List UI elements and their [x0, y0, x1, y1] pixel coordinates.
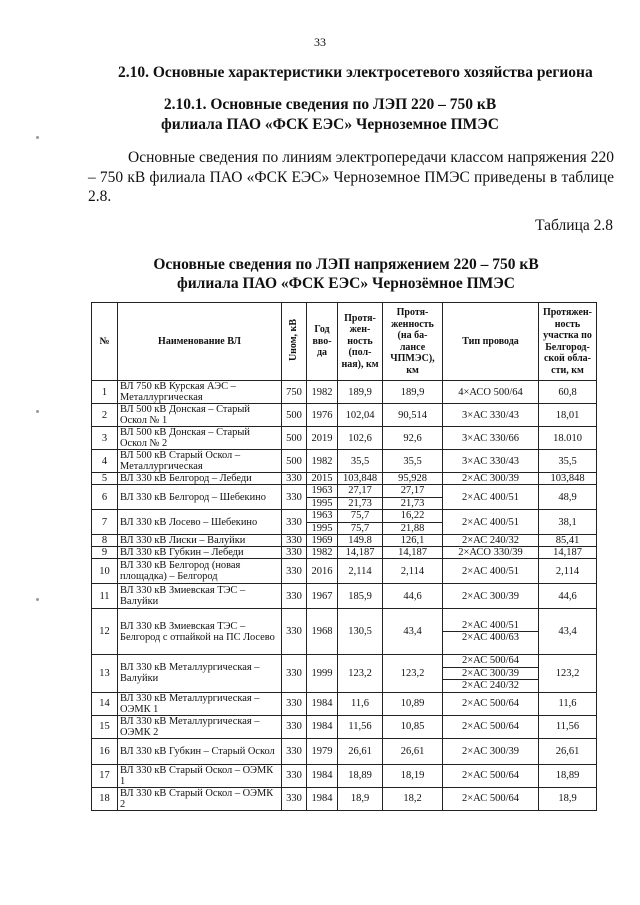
cell-year: 1984 — [307, 787, 338, 810]
table-title — [0, 255, 640, 293]
cell-belgorod: 11,56 — [539, 715, 597, 738]
cell-balance-part: 21,73 — [383, 497, 442, 510]
cell-balance: 10,89 — [383, 692, 443, 715]
cell-name: ВЛ 330 кВ Змиевская ТЭС – Белгород с отпайкой на ПС Лосево — [118, 609, 282, 655]
cell-belgorod: 123,2 — [539, 655, 597, 693]
section-heading: 2.10. Основные характеристики электросетевого хозяйства региона — [118, 64, 593, 81]
cell-wire-stack — [443, 620, 538, 644]
cell-length: 149.8 — [338, 535, 383, 547]
cell-name: ВЛ 330 кВ Лосево – Шебекино — [118, 510, 282, 535]
cell-name: ВЛ 330 кВ Старый Оскол – ОЭМК 2 — [118, 787, 282, 810]
cell-name: ВЛ 500 кВ Донская – Старый Оскол № 1 — [118, 404, 282, 427]
cell-length: 18,9 — [338, 787, 383, 810]
cell-no: 14 — [92, 692, 118, 715]
cell-length: 103,848 — [338, 473, 383, 485]
table-row — [92, 381, 597, 404]
cell-name: ВЛ 750 кВ Курская АЭС – Металлургическая — [118, 381, 282, 404]
cell-voltage: 330 — [282, 609, 307, 655]
cell-wire: 2×АС 300/39 — [443, 738, 539, 764]
cell-voltage: 750 — [282, 381, 307, 404]
cell-balance-stack — [383, 510, 442, 534]
cell-wire: 2×АС 300/39 — [443, 473, 539, 485]
power-lines-table — [91, 302, 597, 811]
cell-no: 9 — [92, 547, 118, 559]
cell-wire: 2×АС 400/51 — [443, 485, 539, 510]
cell-name: ВЛ 500 кВ Донская – Старый Оскол № 2 — [118, 427, 282, 450]
cell-length — [338, 485, 383, 510]
cell-belgorod: 38,1 — [539, 510, 597, 535]
cell-wire: 3×АС 330/66 — [443, 427, 539, 450]
header-length: Протя-жен-ность (пол-ная), км — [338, 303, 383, 381]
cell-wire-part: 2×АС 400/51 — [461, 619, 520, 631]
cell-no: 12 — [92, 609, 118, 655]
table-row — [92, 404, 597, 427]
table-row — [92, 450, 597, 473]
cell-balance: 14,187 — [383, 547, 443, 559]
cell-length: 123,2 — [338, 655, 383, 693]
cell-wire-part: 2×АС 300/39 — [443, 667, 538, 680]
header-wire: Тип провода — [443, 303, 539, 381]
cell-year: 1984 — [307, 692, 338, 715]
cell-year-part: 1963 — [311, 510, 333, 521]
cell-voltage: 330 — [282, 764, 307, 787]
cell-balance: 123,2 — [383, 655, 443, 693]
cell-balance: 2,114 — [383, 559, 443, 584]
cell-voltage: 330 — [282, 787, 307, 810]
header-voltage-text: Uном, кВ — [288, 318, 300, 361]
cell-length — [338, 510, 383, 535]
cell-length-part: 75,7 — [350, 510, 370, 521]
cell-year: 1999 — [307, 655, 338, 693]
cell-wire — [443, 609, 539, 655]
table-title-line-1: Основные сведения по ЛЭП напряжением 220 – 750 кВ — [153, 256, 539, 273]
cell-wire: 2×АС 400/51 — [443, 559, 539, 584]
cell-voltage: 330 — [282, 559, 307, 584]
cell-name: ВЛ 330 кВ Белгород – Лебеди — [118, 473, 282, 485]
header-no: № — [92, 303, 118, 381]
cell-belgorod: 44,6 — [539, 584, 597, 609]
cell-no: 7 — [92, 510, 118, 535]
cell-belgorod: 35,5 — [539, 450, 597, 473]
cell-year: 1982 — [307, 450, 338, 473]
cell-length: 189,9 — [338, 381, 383, 404]
cell-wire-stack — [443, 655, 538, 692]
cell-balance: 90,514 — [383, 404, 443, 427]
cell-no: 15 — [92, 715, 118, 738]
table-label: Таблица 2.8 — [535, 217, 613, 234]
cell-balance: 26,61 — [383, 738, 443, 764]
cell-belgorod: 18,01 — [539, 404, 597, 427]
cell-no: 2 — [92, 404, 118, 427]
cell-wire: 2×АС 300/39 — [443, 584, 539, 609]
table-row — [92, 473, 597, 485]
cell-length: 102,04 — [338, 404, 383, 427]
cell-voltage: 330 — [282, 715, 307, 738]
subsection-heading — [0, 95, 640, 135]
cell-year-part: 1995 — [307, 497, 337, 510]
cell-belgorod: 103,848 — [539, 473, 597, 485]
cell-year: 2019 — [307, 427, 338, 450]
cell-name: ВЛ 330 кВ Белгород – Шебекино — [118, 485, 282, 510]
cell-length: 35,5 — [338, 450, 383, 473]
cell-wire — [443, 655, 539, 693]
cell-balance: 92,6 — [383, 427, 443, 450]
table-row — [92, 655, 597, 693]
cell-belgorod: 2,114 — [539, 559, 597, 584]
cell-year-stack — [307, 485, 337, 509]
cell-length: 102,6 — [338, 427, 383, 450]
cell-no: 11 — [92, 584, 118, 609]
cell-length: 130,5 — [338, 609, 383, 655]
cell-belgorod: 18,89 — [539, 764, 597, 787]
cell-balance: 44,6 — [383, 584, 443, 609]
cell-wire: 2×АСО 330/39 — [443, 547, 539, 559]
scan-speck — [36, 136, 39, 139]
cell-length: 14,187 — [338, 547, 383, 559]
cell-wire: 2×АС 400/51 — [443, 510, 539, 535]
table-row — [92, 584, 597, 609]
cell-length-part: 27,17 — [348, 485, 372, 496]
cell-year: 1968 — [307, 609, 338, 655]
subsection-heading-line-2: филиала ПАО «ФСК ЕЭС» Черноземное ПМЭС — [161, 116, 499, 133]
cell-balance: 10,85 — [383, 715, 443, 738]
cell-name: ВЛ 330 кВ Металлургическая – ОЭМК 1 — [118, 692, 282, 715]
cell-voltage: 500 — [282, 427, 307, 450]
table-row — [92, 787, 597, 810]
table-row — [92, 738, 597, 764]
cell-belgorod: 11,6 — [539, 692, 597, 715]
cell-wire: 2×АС 240/32 — [443, 535, 539, 547]
cell-year: 1984 — [307, 715, 338, 738]
cell-length: 11,6 — [338, 692, 383, 715]
header-voltage — [282, 303, 307, 381]
header-balance: Протя-женность (на ба-лансе ЧПМЭС), км — [383, 303, 443, 381]
cell-year: 1982 — [307, 381, 338, 404]
cell-wire: 2×АС 500/64 — [443, 764, 539, 787]
cell-wire: 2×АС 500/64 — [443, 692, 539, 715]
table-row — [92, 535, 597, 547]
header-year: Год вво-да — [307, 303, 338, 381]
cell-wire-part: 2×АС 400/63 — [443, 631, 538, 644]
cell-name: ВЛ 330 кВ Губкин – Лебеди — [118, 547, 282, 559]
cell-wire-part: 2×АС 500/64 — [461, 655, 520, 666]
header-belgorod: Протяжен-ность участка по Белгород-ской обла-сти, км — [539, 303, 597, 381]
cell-no: 3 — [92, 427, 118, 450]
cell-wire: 3×АС 330/43 — [443, 450, 539, 473]
cell-voltage: 500 — [282, 404, 307, 427]
cell-length: 11,56 — [338, 715, 383, 738]
cell-voltage: 330 — [282, 473, 307, 485]
cell-length: 26,61 — [338, 738, 383, 764]
cell-balance: 18,19 — [383, 764, 443, 787]
header-name: Наименование ВЛ — [118, 303, 282, 381]
cell-year: 1982 — [307, 547, 338, 559]
table-row — [92, 764, 597, 787]
cell-balance: 43,4 — [383, 609, 443, 655]
cell-no: 17 — [92, 764, 118, 787]
cell-name: ВЛ 500 кВ Старый Оскол – Металлургическая — [118, 450, 282, 473]
cell-balance-part: 21,88 — [383, 522, 442, 535]
cell-balance: 35,5 — [383, 450, 443, 473]
cell-voltage: 330 — [282, 584, 307, 609]
cell-belgorod: 18.010 — [539, 427, 597, 450]
cell-voltage: 500 — [282, 450, 307, 473]
cell-balance: 126,1 — [383, 535, 443, 547]
cell-name: ВЛ 330 кВ Губкин – Старый Оскол — [118, 738, 282, 764]
table-row — [92, 559, 597, 584]
cell-balance: 95,928 — [383, 473, 443, 485]
cell-voltage: 330 — [282, 535, 307, 547]
cell-year: 1979 — [307, 738, 338, 764]
cell-no: 4 — [92, 450, 118, 473]
cell-no: 13 — [92, 655, 118, 693]
cell-balance-part: 27,17 — [400, 485, 425, 496]
cell-year-stack — [307, 510, 337, 534]
cell-name: ВЛ 330 кВ Белгород (новая площадка) – Белгород — [118, 559, 282, 584]
table-row — [92, 427, 597, 450]
cell-wire: 4×АСО 500/64 — [443, 381, 539, 404]
cell-name: ВЛ 330 кВ Старый Оскол – ОЭМК 1 — [118, 764, 282, 787]
cell-year: 2016 — [307, 559, 338, 584]
cell-voltage: 330 — [282, 547, 307, 559]
cell-no: 8 — [92, 535, 118, 547]
table-row — [92, 692, 597, 715]
cell-year — [307, 485, 338, 510]
cell-year — [307, 510, 338, 535]
cell-year: 1976 — [307, 404, 338, 427]
cell-no: 5 — [92, 473, 118, 485]
cell-no: 18 — [92, 787, 118, 810]
cell-year-part: 1995 — [307, 522, 337, 535]
cell-length-stack — [338, 510, 382, 534]
cell-belgorod: 26,61 — [539, 738, 597, 764]
cell-belgorod: 18,9 — [539, 787, 597, 810]
cell-year-part: 1963 — [311, 485, 333, 496]
cell-name: ВЛ 330 кВ Металлургическая – ОЭМК 2 — [118, 715, 282, 738]
cell-balance — [383, 485, 443, 510]
subsection-heading-line-1: 2.10.1. Основные сведения по ЛЭП 220 – 750 кВ — [163, 96, 497, 113]
cell-balance-stack — [383, 485, 442, 509]
cell-balance: 18,2 — [383, 787, 443, 810]
cell-wire: 3×АС 330/43 — [443, 404, 539, 427]
cell-balance: 189,9 — [383, 381, 443, 404]
cell-name: ВЛ 330 кВ Металлургическая – Валуйки — [118, 655, 282, 693]
cell-belgorod: 60,8 — [539, 381, 597, 404]
cell-length-part: 21,73 — [338, 497, 382, 510]
cell-name: ВЛ 330 кВ Змиевская ТЭС – Валуйки — [118, 584, 282, 609]
table-row — [92, 715, 597, 738]
table-header-row — [92, 303, 597, 381]
cell-length: 185,9 — [338, 584, 383, 609]
body-paragraph: Основные сведения по линиям электропередачи классом напряжения 220 – 750 кВ филиала ПАО «ФСК ЕЭС» Черноземное ПМЭС приведены в таблице 2.8. — [88, 149, 614, 205]
cell-wire: 2×АС 500/64 — [443, 715, 539, 738]
table-row — [92, 485, 597, 510]
cell-balance — [383, 510, 443, 535]
cell-length: 18,89 — [338, 764, 383, 787]
cell-belgorod: 48,9 — [539, 485, 597, 510]
cell-belgorod: 43,4 — [539, 609, 597, 655]
cell-year: 1984 — [307, 764, 338, 787]
cell-voltage: 330 — [282, 692, 307, 715]
cell-year: 1969 — [307, 535, 338, 547]
cell-belgorod: 14,187 — [539, 547, 597, 559]
cell-name: ВЛ 330 кВ Лиски – Валуйки — [118, 535, 282, 547]
cell-no: 16 — [92, 738, 118, 764]
cell-no: 6 — [92, 485, 118, 510]
cell-wire: 2×АС 500/64 — [443, 787, 539, 810]
cell-voltage: 330 — [282, 655, 307, 693]
cell-year: 2015 — [307, 473, 338, 485]
cell-no: 1 — [92, 381, 118, 404]
page-number: 33 — [314, 35, 326, 49]
scan-speck — [36, 410, 39, 413]
cell-voltage: 330 — [282, 510, 307, 535]
cell-balance-part: 16,22 — [400, 510, 425, 521]
cell-belgorod: 85,41 — [539, 535, 597, 547]
table-row — [92, 609, 597, 655]
cell-voltage: 330 — [282, 485, 307, 510]
table-row — [92, 510, 597, 535]
cell-length: 2,114 — [338, 559, 383, 584]
table-row — [92, 547, 597, 559]
cell-no: 10 — [92, 559, 118, 584]
table-title-line-2: филиала ПАО «ФСК ЕЭС» Чернозёмное ПМЭС — [177, 275, 515, 292]
cell-wire-part: 2×АС 240/32 — [443, 679, 538, 692]
scan-speck — [36, 598, 39, 601]
cell-length-part: 75,7 — [338, 522, 382, 535]
cell-length-stack — [338, 485, 382, 509]
cell-year: 1967 — [307, 584, 338, 609]
cell-voltage: 330 — [282, 738, 307, 764]
